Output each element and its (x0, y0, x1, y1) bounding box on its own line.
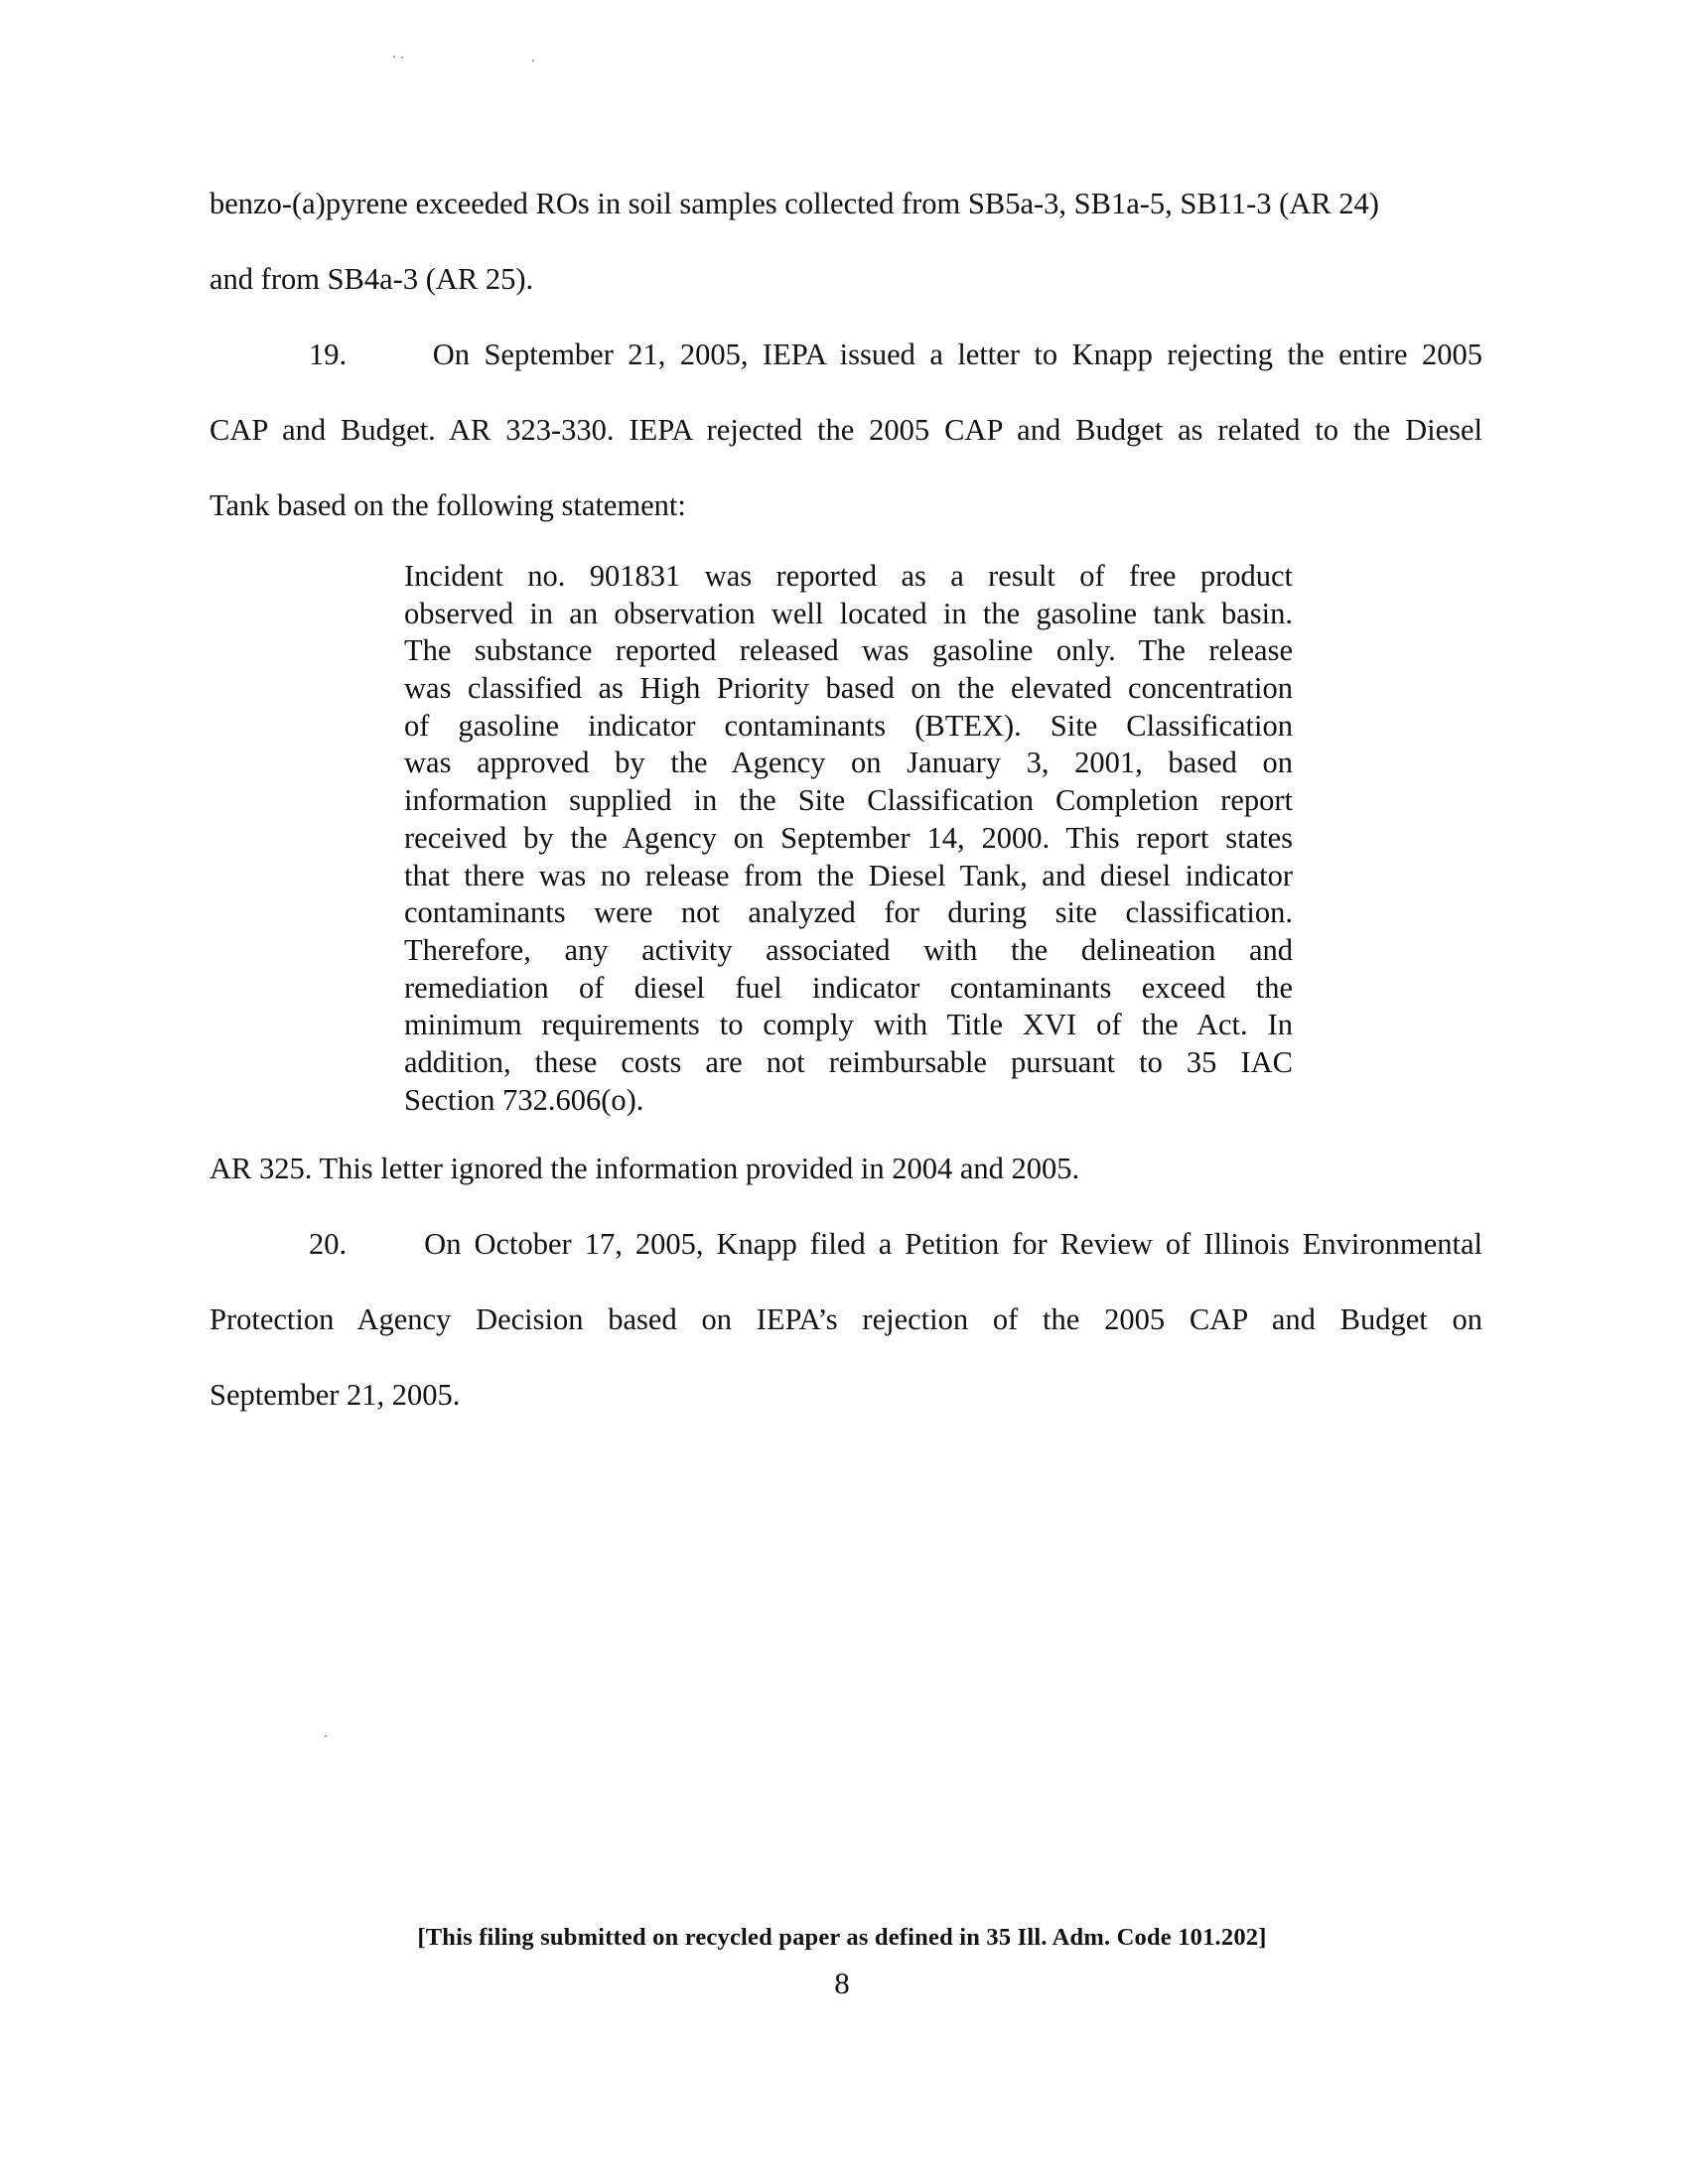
quote-line: received by the Agency on September 14, 2000. This report states (404, 820, 1293, 855)
quote-line: Incident no. 901831 was reported as a result of free product (404, 559, 1293, 593)
continued-paragraph (210, 166, 1482, 317)
scan-speck (393, 56, 395, 58)
quote-line: addition, these costs are not reimbursable pursuant to 35 IAC (404, 1044, 1293, 1079)
paragraph-line: September 21, 2005. (210, 1378, 461, 1412)
paragraph-line: AR 325. This letter ignored the information provided in 2004 and 2005. (210, 1152, 1080, 1185)
quote-line: contaminants were not analyzed for during site classification. (404, 895, 1293, 930)
after-quote-line (210, 1131, 1482, 1206)
quote-line: remediation of diesel fuel indicator contaminants exceed the (404, 970, 1293, 1005)
scan-speck (401, 57, 403, 59)
paragraph-line: benzo-(a)pyrene exceeded ROs in soil samples collected from SB5a-3, SB1a-5, SB11-3 (AR 24) (210, 187, 1379, 220)
paragraph-19 (210, 317, 1482, 543)
paragraph-line: Tank based on the following statement: (210, 488, 686, 522)
page-number: 8 (834, 1966, 850, 2000)
quote-line: observed in an observation well located in the gasoline tank basin. (404, 596, 1293, 630)
quote-line: information supplied in the Site Classification Completion report (404, 783, 1293, 818)
scan-speck (325, 1735, 327, 1737)
paragraph-20 (210, 1206, 1482, 1433)
quote-line: was classified as High Priority based on the elevated concentration (404, 671, 1293, 706)
recycled-paper-note: [This filing submitted on recycled paper as defined in 35 Ill. Adm. Code 101.202] (417, 1924, 1267, 1951)
quote-line: minimum requirements to comply with Title XVI of the Act. In (404, 1008, 1293, 1042)
paragraph-line: 19. On September 21, 2005, IEPA issued a letter to Knapp rejecting the entire 2005 (309, 338, 1482, 371)
quote-line: The substance reported released was gasoline only. The release (404, 633, 1293, 668)
quote-line: that there was no release from the Diesel Tank, and diesel indicator (404, 858, 1293, 892)
quote-line: Section 732.606(o). (404, 1082, 644, 1117)
quote-line: of gasoline indicator contaminants (BTEX). Site Classification (404, 708, 1293, 743)
quote-line: was approved by the Agency on January 3, 2001, based on (404, 746, 1293, 780)
block-quote (404, 558, 1293, 1119)
quote-line: Therefore, any activity associated with the delineation and (404, 932, 1293, 967)
scan-speck (532, 60, 534, 62)
paragraph-line: 20. On October 17, 2005, Knapp filed a Petition for Review of Illinois Environmental (309, 1227, 1482, 1261)
paragraph-line: CAP and Budget. AR 323-330. IEPA rejected the 2005 CAP and Budget as related to the Diesel (210, 413, 1482, 447)
paragraph-line: and from SB4a-3 (AR 25). (210, 262, 534, 296)
paragraph-line: Protection Agency Decision based on IEPA’s rejection of the 2005 CAP and Budget on (210, 1302, 1482, 1336)
